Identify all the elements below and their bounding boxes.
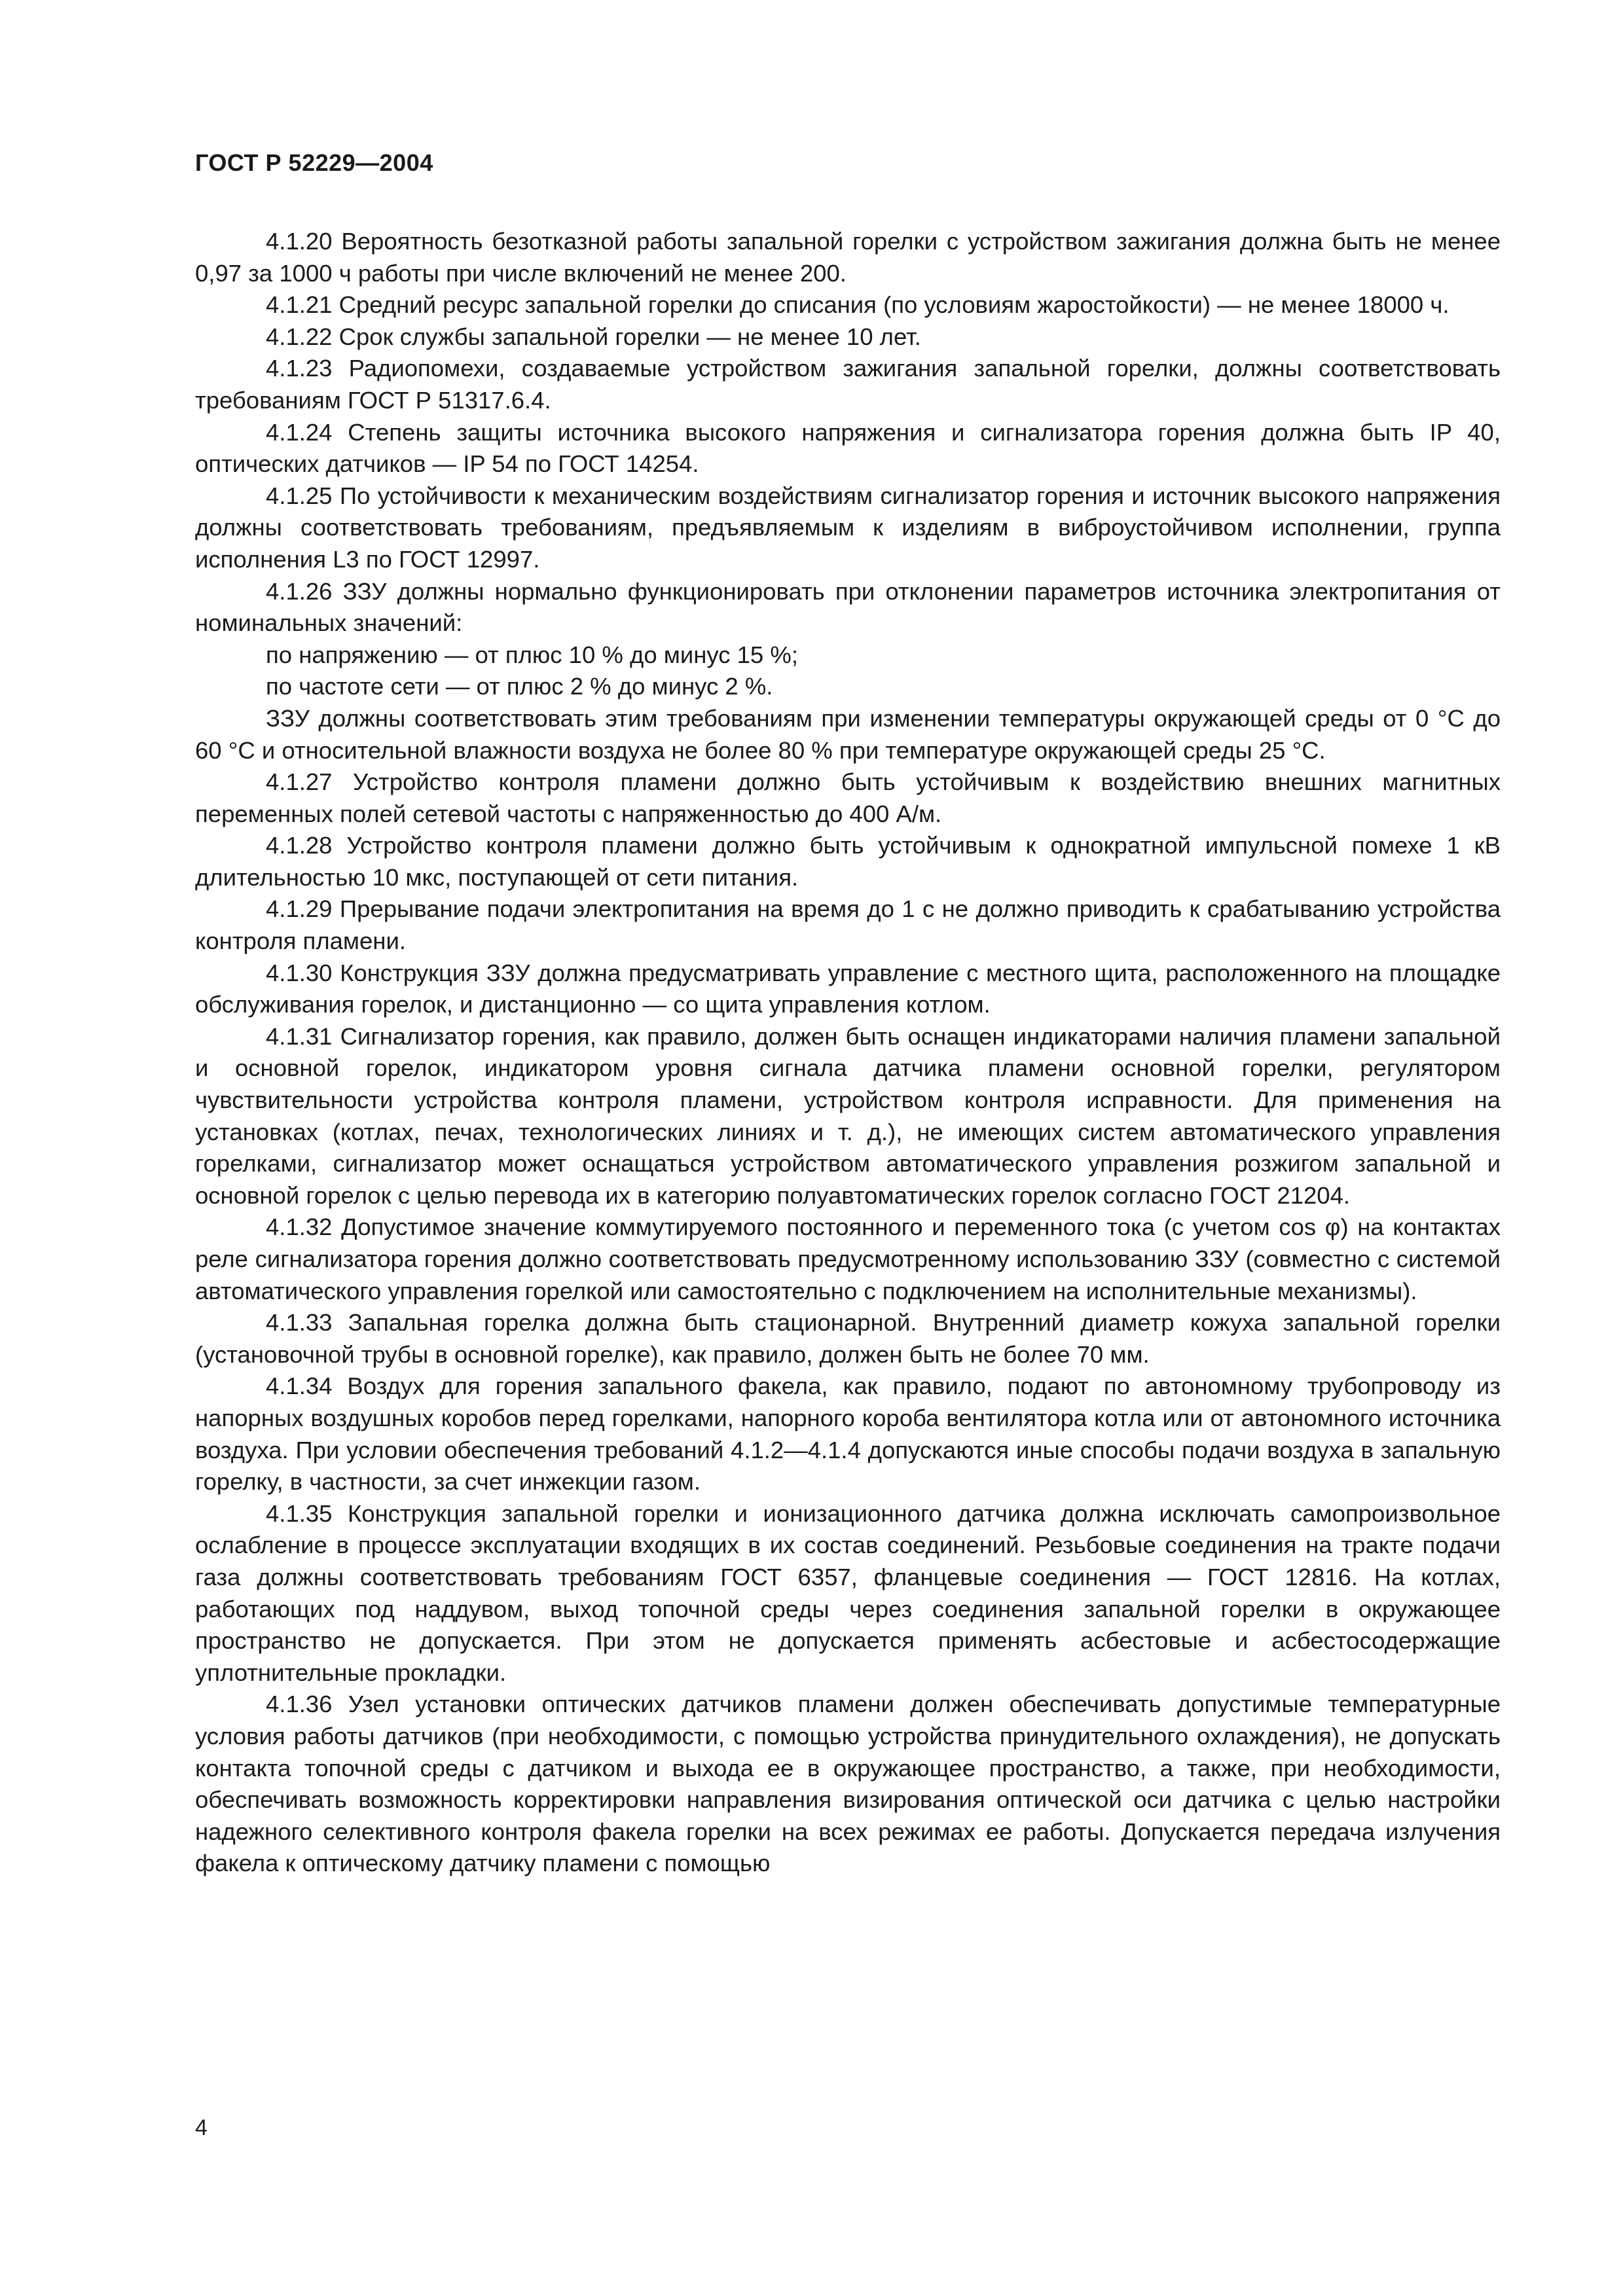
paragraph-4-1-27: 4.1.27 Устройство контроля пламени должно быть устойчивым к воздействию внешних магнитных переменных полей сетевой частоты с напряженностью до 400 А/м. bbox=[195, 768, 1501, 827]
paragraph-4-1-28: 4.1.28 Устройство контроля пламени должно быть устойчивым к однократной импульсной помехе 1 кВ длительностью 10 мкс, поступающей от сети питания. bbox=[195, 832, 1501, 891]
paragraph-4-1-32: 4.1.32 Допустимое значение коммутируемого постоянного и переменного тока (с учетом cos φ) на контактах реле сигнализатора горения должно соответствовать предусмотренному использованию ЗЗУ (совместно с системой автоматического управления горелкой или самостоятельно с подключением на исполнительные механизмы). bbox=[195, 1213, 1501, 1304]
paragraph-frequency-tolerance: по частоте сети — от плюс 2 % до минус 2 %. bbox=[266, 673, 773, 700]
page-number: 4 bbox=[195, 2115, 208, 2140]
paragraph-4-1-25: 4.1.25 По устойчивости к механическим воздействиям сигнализатор горения и источник высокого напряжения должны соответствовать требованиям, предъявляемым к изделиям в виброустойчивом исполнении, группа исполнения L3 по ГОСТ 12997. bbox=[195, 482, 1501, 573]
paragraph-4-1-22: 4.1.22 Срок службы запальной горелки — не менее 10 лет. bbox=[266, 323, 921, 350]
document-header-title: ГОСТ Р 52229—2004 bbox=[195, 149, 433, 176]
paragraph-4-1-29: 4.1.29 Прерывание подачи электропитания на время до 1 с не должно приводить к срабатыванию устройства контроля пламени. bbox=[195, 895, 1501, 955]
paragraph-4-1-24: 4.1.24 Степень защиты источника высокого напряжения и сигнализатора горения должна быть IP 40, оптических датчиков — IP 54 по ГОСТ 14254. bbox=[195, 418, 1501, 478]
paragraph-4-1-23: 4.1.23 Радиопомехи, создаваемые устройством зажигания запальной горелки, должны соответствовать требованиям ГОСТ Р 51317.6.4. bbox=[195, 355, 1501, 414]
paragraph-voltage-tolerance: по напряжению — от плюс 10 % до минус 15 %; bbox=[266, 641, 798, 668]
paragraph-environment-conditions: ЗЗУ должны соответствовать этим требованиям при изменении температуры окружающей среды от 0 °С до 60 °С и относительной влажности воздуха не более 80 % при температуре окружающей среды 25 °С. bbox=[195, 704, 1501, 764]
paragraph-4-1-35: 4.1.35 Конструкция запальной горелки и ионизационного датчика должна исключать самопроизвольное ослабление в процессе эксплуатации входящих в их состав соединений. Резьбовые соединения на тракте подачи газа должны соответствовать требованиям ГОСТ 6357, фланцевые соединения — ГОСТ 12816. На котлах, работающих под наддувом, выход топочной среды через соединения запальной горелки в окружающее пространство не допускается. При этом не допускается применять асбестовые и асбестосодержащие уплотнительные прокладки. bbox=[195, 1499, 1501, 1686]
paragraph-4-1-20: 4.1.20 Вероятность безотказной работы запальной горелки с устройством зажигания должна быть не менее 0,97 за 1000 ч работы при числе включений не менее 200. bbox=[195, 228, 1501, 287]
paragraph-4-1-21: 4.1.21 Средний ресурс запальной горелки до списания (по условиям жаростойкости) — не менее 18000 ч. bbox=[266, 291, 1450, 319]
paragraph-4-1-30: 4.1.30 Конструкция ЗЗУ должна предусматривать управление с местного щита, расположенного на площадке обслуживания горелок, и дистанционно — со щита управления котлом. bbox=[195, 959, 1501, 1018]
paragraph-4-1-34: 4.1.34 Воздух для горения запального факела, как правило, подают по автономному трубопроводу из напорных воздушных коробов перед горелками, напорного короба вентилятора котла или от автономного источника воздуха. При условии обеспечения требований 4.1.2—4.1.4 допускаются иные способы подачи воздуха в запальную горелку, в частности, за счет инжекции газом. bbox=[195, 1372, 1501, 1496]
paragraph-4-1-36: 4.1.36 Узел установки оптических датчиков пламени должен обеспечивать допустимые температурные условия работы датчиков (при необходимости, с помощью устройства принудительного охлаждения), не допускать контакта топочной среды с датчиком и выхода ее в окружающее пространство, а также, при необходимости, обеспечивать возможность корректировки направления визирования оптической оси датчика с целью настройки надежного селективного контроля факела горелки на всех режимах ее работы. Допускается передача излучения факела к оптическому датчику пламени с помощью bbox=[195, 1691, 1501, 1877]
document-body bbox=[195, 226, 1501, 1880]
paragraph-4-1-31: 4.1.31 Сигнализатор горения, как правило, должен быть оснащен индикаторами наличия пламени запальной и основной горелок, индикатором уровня сигнала датчика пламени основной горелки, регулятором чувствительности устройства контроля пламени, устройством контроля исправности. Для применения на установках (котлах, печах, технологических линиях и т. д.), не имеющих систем автоматического управления горелками, сигнализатор может оснащаться устройством автоматического управления розжигом запальной и основной горелок с целью перевода их в категорию полуавтоматических горелок согласно ГОСТ 21204. bbox=[195, 1022, 1501, 1209]
paragraph-4-1-26: 4.1.26 ЗЗУ должны нормально функционировать при отклонении параметров источника электропитания от номинальных значений: bbox=[195, 577, 1501, 637]
paragraph-4-1-33: 4.1.33 Запальная горелка должна быть стационарной. Внутренний диаметр кожуха запальной горелки (установочной трубы в основной горелке), как правило, должен быть не более 70 мм. bbox=[195, 1309, 1501, 1368]
